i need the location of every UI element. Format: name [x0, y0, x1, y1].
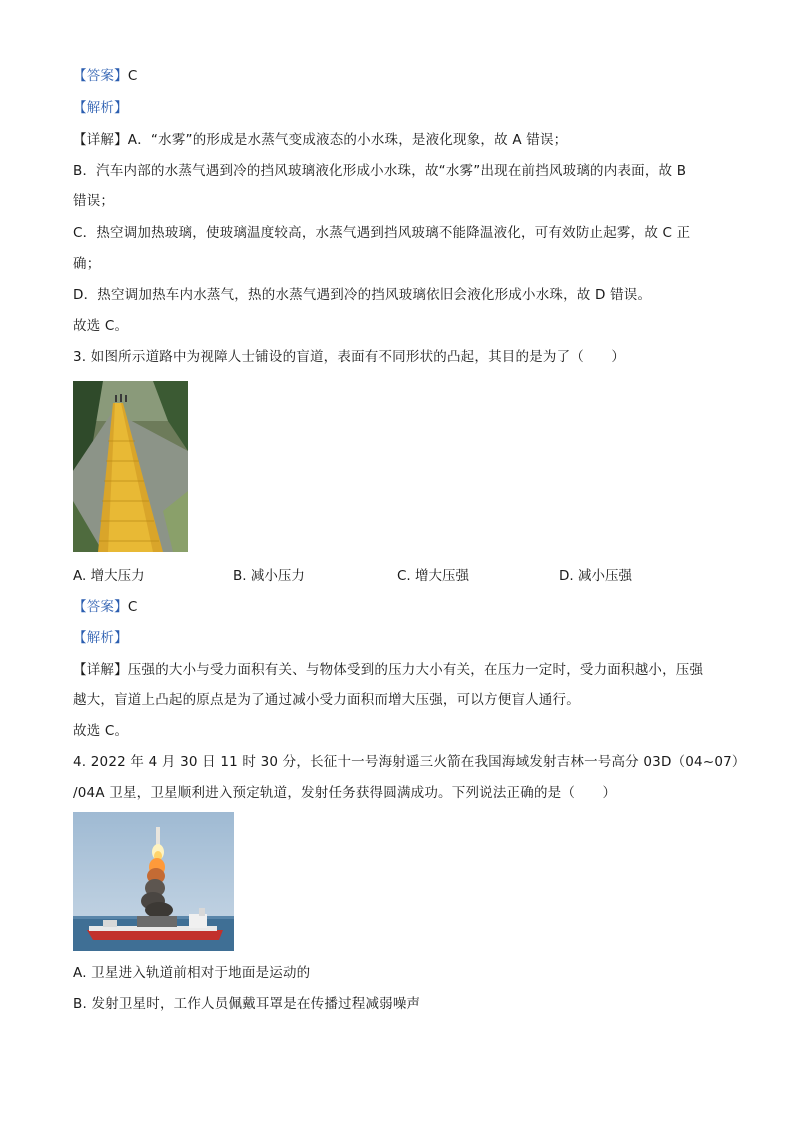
q2-analysis-label: 【解析】 — [73, 100, 128, 116]
answer-label: 【答案】 — [73, 599, 128, 615]
q4-option-b: B. 发射卫星时，工作人员佩戴耳罩是在传播过程减弱噪声 — [73, 996, 421, 1012]
q2-answer — [73, 66, 723, 86]
answer-label: 【答案】 — [73, 68, 128, 84]
q3-option-d: D. 减小压强 — [559, 568, 632, 584]
q4-stem-line: 4. 2022 年 4 月 30 日 11 时 30 分，长征十一号海射遥三火箭在我国海域发射吉林一号高分 03D（04~07） — [73, 754, 746, 770]
tactile-paving-photo — [73, 381, 188, 552]
rocket-launch-photo — [73, 812, 234, 951]
q3-option-a: A. 增大压力 — [73, 568, 145, 584]
q2-detail-line: B．汽车内部的水蒸气遇到冷的挡风玻璃液化形成小水珠，故“水雾”出现在前挡风玻璃的内表面，故 B — [73, 163, 687, 179]
q4-option-a: A. 卫星进入轨道前相对于地面是运动的 — [73, 965, 311, 981]
q3-detail-line: 越大，盲道上凸起的原点是为了通过减小受力面积而增大压强，可以方便盲人通行。 — [73, 692, 580, 708]
q2-detail-line: 错误； — [73, 193, 115, 209]
q3-option-b: B. 减小压力 — [233, 568, 305, 584]
q2-detail-line: 【详解】A．“水雾”的形成是水蒸气变成液态的小水珠，是液化现象，故 A 错误； — [73, 132, 568, 148]
answer-value: C — [127, 599, 138, 615]
q3-option-c: C. 增大压强 — [397, 568, 470, 584]
q2-detail-line: 确； — [73, 256, 101, 272]
q3-conclusion: 故选 C。 — [73, 723, 129, 739]
answer-value: C — [127, 68, 138, 84]
q2-detail-line: D．热空调加热车内水蒸气，热的水蒸气遇到冷的挡风玻璃依旧会液化形成小水珠，故 D 错误。 — [73, 287, 652, 303]
q3-analysis-label: 【解析】 — [73, 630, 128, 646]
q2-conclusion: 故选 C。 — [73, 318, 129, 334]
q3-answer — [73, 597, 723, 617]
q2-detail-line: C．热空调加热玻璃，使玻璃温度较高，水蒸气遇到挡风玻璃不能降温液化，可有效防止起雾，故 C 正 — [73, 225, 691, 241]
q3-detail-line: 【详解】压强的大小与受力面积有关、与物体受到的压力大小有关，在压力一定时，受力面积越小，压强 — [73, 662, 704, 678]
q3-stem: 3. 如图所示道路中为视障人士铺设的盲道，表面有不同形状的凸起，其目的是为了（ ） — [73, 349, 626, 365]
q4-stem-line: /04A 卫星，卫星顺利进入预定轨道，发射任务获得圆满成功。下列说法正确的是（ ） — [73, 785, 617, 801]
